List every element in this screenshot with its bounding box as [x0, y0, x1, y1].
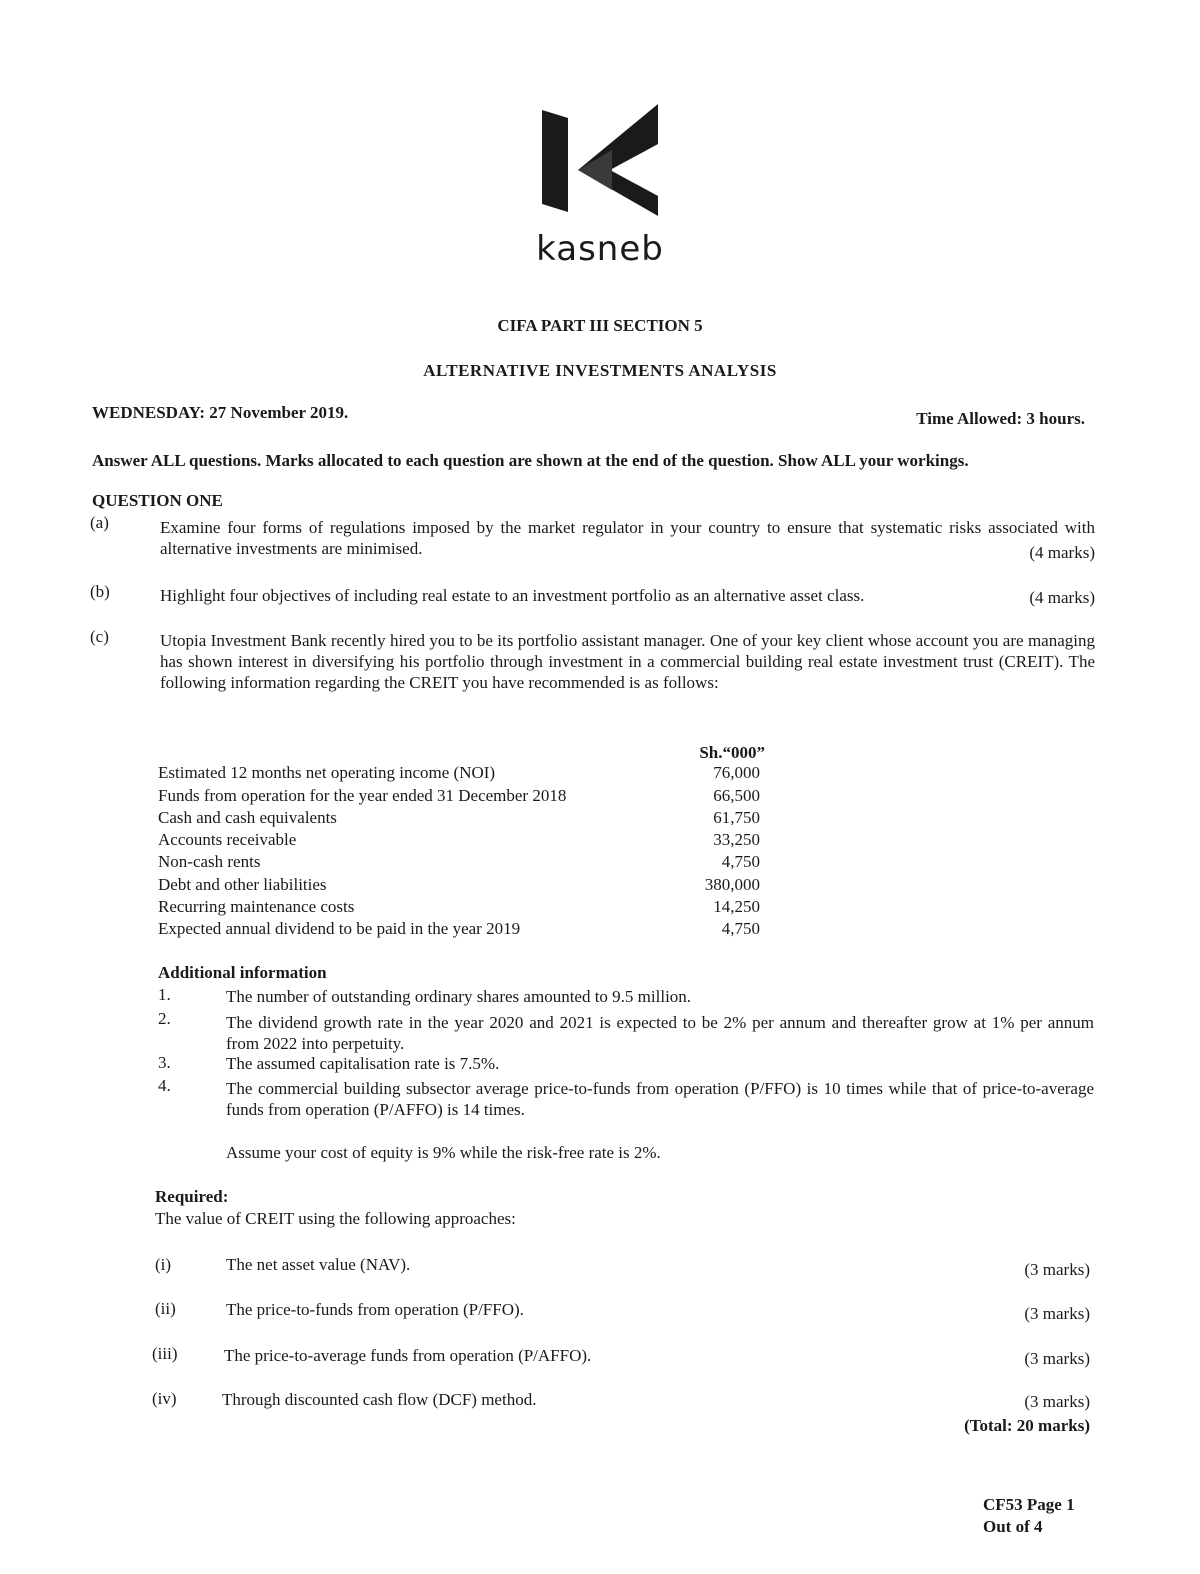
required-part-marks: (3 marks) — [1024, 1392, 1090, 1411]
table-row — [158, 829, 768, 850]
table-row — [158, 896, 768, 917]
table-unit-header: Sh.“000” — [699, 743, 765, 762]
additional-item-num: 1. — [158, 985, 171, 1004]
table-row-value: 4,750 — [721, 852, 760, 871]
additional-item-num: 2. — [158, 1009, 171, 1028]
table-row-value: 380,000 — [704, 875, 760, 894]
additional-item-num: 4. — [158, 1076, 171, 1095]
table-row-value: 4,750 — [721, 919, 760, 938]
table-row — [158, 918, 768, 939]
part-a-text: Examine four forms of regulations imposed by the market regulator in your country to ensure that systematic risks associated with alternative investments are minimised. — [160, 518, 1095, 558]
table-row-label: Accounts receivable — [158, 830, 297, 849]
table-row — [158, 874, 768, 895]
additional-item-text: The commercial building subsector average price-to-funds from operation (P/FFO) is 10 times while that of price-to-average funds from operation (P/AFFO) is 14 times. — [226, 1079, 1094, 1119]
required-part-marks: (3 marks) — [1024, 1304, 1090, 1323]
page-number: CF53 Page 1 — [983, 1495, 1075, 1514]
table-row-value: 66,500 — [713, 786, 760, 805]
table-row-value: 61,750 — [713, 808, 760, 827]
time-allowed: Time Allowed: 3 hours. — [916, 409, 1085, 428]
table-row-value: 76,000 — [713, 763, 760, 782]
required-part-text: Through discounted cash flow (DCF) method. — [222, 1390, 537, 1409]
required-part-num: (ii) — [155, 1299, 176, 1318]
logo-vertical-text: Examinations — [534, 142, 542, 190]
part-b-marks: (4 marks) — [1029, 588, 1095, 607]
exam-title: CIFA PART III SECTION 5 — [497, 316, 703, 335]
required-part-num: (i) — [155, 1255, 172, 1274]
question-heading: QUESTION ONE — [92, 491, 223, 510]
table-row — [158, 807, 768, 828]
required-part-text: The price-to-funds from operation (P/FFO). — [226, 1300, 524, 1319]
additional-item-text: The dividend growth rate in the year 2020 and 2021 is expected to be 2% per annum and thereafter grow at 1% per annum from 2022 into perpetuity. — [226, 1013, 1094, 1053]
table-row-label: Estimated 12 months net operating income (NOI) — [158, 763, 496, 782]
required-part-marks: (3 marks) — [1024, 1349, 1090, 1368]
table-row — [158, 762, 768, 783]
table-row-label: Expected annual dividend to be paid in the year 2019 — [158, 919, 521, 938]
additional-item-text: The number of outstanding ordinary shares amounted to 9.5 million. — [226, 987, 692, 1006]
table-row-label: Cash and cash equivalents — [158, 808, 337, 827]
additional-item-text: The assumed capitalisation rate is 7.5%. — [226, 1054, 500, 1073]
part-a-marks: (4 marks) — [1029, 543, 1095, 562]
part-c-label: (c) — [90, 627, 109, 646]
page-total: Out of 4 — [983, 1517, 1043, 1536]
table-row — [158, 851, 768, 872]
logo-wordmark: kasneb — [536, 229, 664, 269]
kasneb-logo — [530, 100, 670, 280]
required-part-text: The price-to-average funds from operation (P/AFFO). — [224, 1346, 592, 1365]
exam-instructions: Answer ALL questions. Marks allocated to each question are shown at the end of the question. Show ALL your workings. — [92, 451, 969, 470]
table-row-label: Debt and other liabilities — [158, 875, 327, 894]
table-row — [158, 785, 768, 806]
required-part-num: (iii) — [152, 1344, 178, 1363]
part-b-label: (b) — [90, 582, 110, 601]
table-row-value: 33,250 — [713, 830, 760, 849]
exam-subtitle: ALTERNATIVE INVESTMENTS ANALYSIS — [423, 361, 777, 380]
part-b-text: Highlight four objectives of including real estate to an investment portfolio as an alternative asset class. — [160, 586, 865, 605]
table-row-label: Non-cash rents — [158, 852, 261, 871]
required-intro: The value of CREIT using the following approaches: — [155, 1209, 516, 1228]
table-row-value: 14,250 — [713, 897, 760, 916]
required-part-num: (iv) — [152, 1389, 177, 1408]
part-a-label: (a) — [90, 513, 109, 532]
table-row-label: Funds from operation for the year ended 31 December 2018 — [158, 786, 567, 805]
additional-note: Assume your cost of equity is 9% while the risk-free rate is 2%. — [226, 1143, 661, 1162]
part-c-text: Utopia Investment Bank recently hired you to be its portfolio assistant manager. One of your key client whose account you are managing has shown interest in diversifying his portfolio through investment in a commercial building real estate investment trust (CREIT). The following information regarding the CREIT you have recommended is as follows: — [160, 631, 1095, 692]
additional-heading: Additional information — [158, 963, 327, 982]
additional-item-num: 3. — [158, 1053, 171, 1072]
total-marks: (Total: 20 marks) — [964, 1416, 1090, 1435]
table-row-label: Recurring maintenance costs — [158, 897, 355, 916]
logo-mark-icon — [530, 100, 670, 220]
required-part-marks: (3 marks) — [1024, 1260, 1090, 1279]
required-part-text: The net asset value (NAV). — [226, 1255, 411, 1274]
exam-date: WEDNESDAY: 27 November 2019. — [92, 403, 349, 422]
required-heading: Required: — [155, 1187, 229, 1206]
